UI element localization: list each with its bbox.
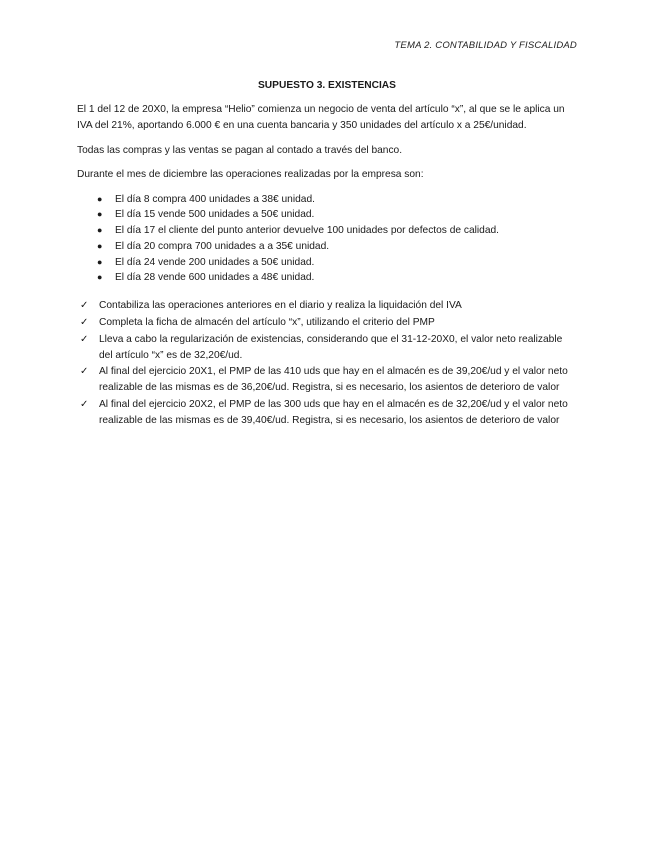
task-item	[77, 315, 577, 331]
list-item-text: El día 20 compra 700 unidades a a 35€ unidad.	[115, 240, 330, 252]
task-item	[77, 298, 577, 314]
list-item	[77, 255, 577, 271]
payment-paragraph: Todas las compras y las ventas se pagan al contado a través del banco.	[77, 144, 403, 156]
running-header: TEMA 2. CONTABILIDAD Y FISCALIDAD	[394, 40, 577, 51]
bullet-icon: ●	[97, 256, 103, 267]
list-item	[77, 192, 577, 208]
task-item	[77, 332, 577, 364]
intro-paragraph: El 1 del 12 de 20X0, la empresa “Helio” comienza un negocio de venta del artículo “x”, al que se le aplica un IVA del 21%, aportando 6.000 € en una cuenta bancaria y 350 unidades del artículo x a 25€/unidad.	[77, 103, 565, 131]
tasks-list	[77, 298, 577, 428]
list-item-text: El día 28 vende 600 unidades a 48€ unidad.	[115, 272, 315, 284]
list-item-text: El día 24 vende 200 unidades a 50€ unidad.	[115, 256, 315, 268]
list-item	[77, 223, 577, 239]
bullet-icon: ●	[97, 193, 103, 204]
task-item	[77, 364, 577, 396]
operations-intro-paragraph: Durante el mes de diciembre las operaciones realizadas por la empresa son:	[77, 169, 424, 180]
checkmark-icon: ✓	[80, 300, 89, 312]
bullet-icon: ●	[97, 225, 103, 236]
task-item-text: Completa la ficha de almacén del artículo “x”, utilizando el criterio del PMP	[99, 317, 435, 329]
list-item-text: El día 8 compra 400 unidades a 38€ unidad.	[115, 193, 315, 205]
task-item-text: Contabiliza las operaciones anteriores en el diario y realiza la liquidación del IVA	[99, 300, 462, 312]
checkmark-icon: ✓	[80, 317, 89, 329]
checkmark-icon: ✓	[80, 333, 89, 345]
bullet-icon: ●	[97, 240, 103, 251]
task-item-text: Lleva a cabo la regularización de existencias, considerando que el 31-12-20X0, el valor neto realizable del artículo “x” es de 32,20€/ud.	[99, 333, 563, 361]
bullet-icon: ●	[97, 272, 103, 283]
list-item-text: El día 15 vende 500 unidades a 50€ unidad.	[115, 209, 315, 221]
list-item	[77, 207, 577, 223]
operations-list	[77, 192, 577, 287]
task-item	[77, 397, 577, 429]
document-body	[77, 78, 577, 430]
list-item-text: El día 17 el cliente del punto anterior devuelve 100 unidades por defectos de calidad.	[115, 225, 499, 237]
task-item-text: Al final del ejercicio 20X1, el PMP de las 410 uds que hay en el almacén es de 39,20€/ud y el valor neto realizable de las mismas es de 36,20€/ud. Registra, si es necesario, los asientos de deterioro de valor	[99, 366, 568, 394]
list-item	[77, 239, 577, 255]
document-title: SUPUESTO 3. EXISTENCIAS	[258, 80, 396, 91]
task-item-text: Al final del ejercicio 20X2, el PMP de las 300 uds que hay en el almacén es de 32,20€/ud y el valor neto realizable de las mismas es de 39,40€/ud. Registra, si es necesario, los asientos de deterioro de valor	[99, 399, 568, 426]
checkmark-icon: ✓	[80, 399, 89, 411]
list-item	[77, 270, 577, 286]
bullet-icon: ●	[97, 209, 103, 220]
checkmark-icon: ✓	[80, 366, 89, 378]
